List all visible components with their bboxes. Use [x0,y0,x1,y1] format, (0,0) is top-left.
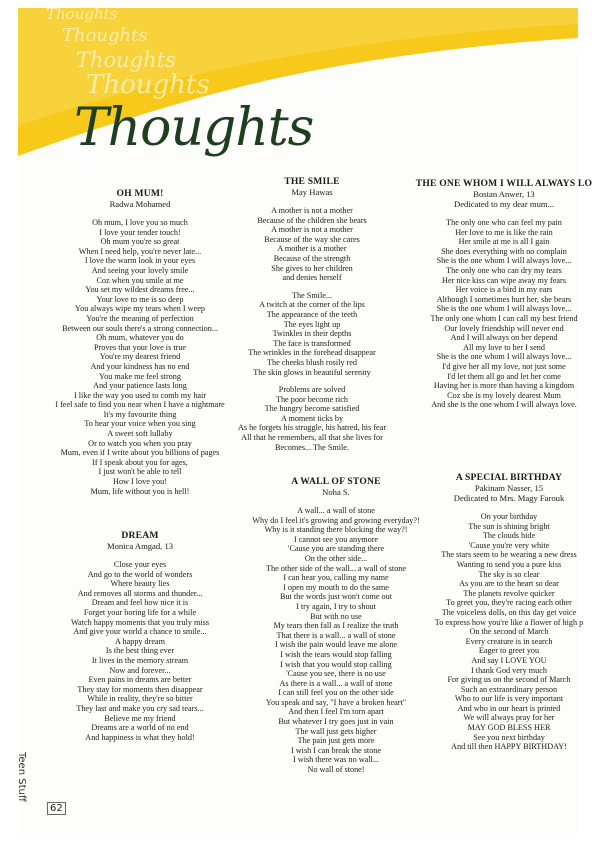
poem-line: While in reality, they're so bitter [87,694,193,704]
poem-line: Eager to greet you [478,646,540,656]
poem-line: And I will always on her depend [450,333,558,343]
poem-line: And your kindness has no end [90,361,190,371]
poem-line: The clouds hide [482,531,536,541]
poem-line: They last and make you cry sad tears... [76,703,204,713]
poem-line: She does everything with no complain [441,246,567,256]
poem-line: Having her is more than having a kingdom [433,381,575,391]
poem-line: And go to the world of wonders [87,569,193,579]
poem-line: The cheeks blush rosily red [266,357,358,367]
poem-line: All that he remembers, all that she lives for [241,433,383,443]
poem-line: And happiness is what they hold! [85,732,195,742]
poem-line: The voiceless dolls, on this day get voice [441,607,577,617]
poem-line: The sun is shining bright [468,521,550,531]
poem-line: I love the warm look in your eyes [84,256,196,266]
poem-line: Why do I feel it's growing and growing everyday?! [252,515,420,525]
poem-line: Because of the strength [273,253,351,263]
poem-line: Proves that your love is true [93,342,187,352]
poem-dedication: Dedicated to Mrs. Magy Farouk [453,493,565,503]
poem-line: Now and forever... [109,665,171,675]
poem-line: Her voice is a bird in my ears [455,285,553,295]
poem-line: It lives in the memory stream [91,655,189,665]
page-number: 62 [47,802,66,815]
poem-line: On the second of March [469,627,549,637]
ghost-title-1: Thoughts [46,5,118,23]
poem-line: And give your world a chance to smile... [73,627,207,637]
poem-line: You're the meaning of perfection [86,313,194,323]
poem-lines [398,218,610,410]
poem-line: Problems are solved [278,385,346,395]
poem-line: I cannot see you anymore [293,534,379,544]
poem-line: I try again, I try to shout [296,601,376,611]
poem-line: I'd give her all my love, not just some [442,361,566,371]
poem-line: I wish the pain would leave me alone [274,640,398,650]
poem-line: I like the way you used to comb my hair [73,390,207,400]
poem-line: Such an extraordinary person [460,684,558,694]
poem-line: Oh mum, I love you so much [92,218,188,227]
poem-line: 'Cause you see, there is no use [286,669,386,679]
poem-line: Her love to me is like the rain [455,227,553,237]
poem-line: Mum, even if I write about you billions of pages [60,448,220,458]
page-title: Thoughts [74,98,314,158]
poem-line: Twinkles in their depths [272,329,352,339]
poem-line: You make me feel strong [99,371,181,381]
poem-title: THE ONE WHOM I WILL ALWAYS LO [415,178,593,189]
poem-line: Her smile at me is all I gain [458,237,550,247]
poem-title: A WALL OF STONE [291,476,381,487]
poem-line: And say I LOVE YOU [471,655,547,665]
poem-title: DREAM [121,530,159,541]
poem-line: I feel safe to find you near when I have a nightmare [55,400,225,410]
poem-line: A happy dream [114,636,166,646]
poem-line: I love your tender touch! [99,227,181,237]
poem-line: I open my mouth to do the same [283,582,389,592]
poem-line: To express how you're like a flower of high p [434,617,584,627]
poem-line: The Smile... [291,290,333,300]
ghost-title-4: Thoughts [86,70,210,100]
poem-author: May Hawas [291,187,333,197]
poem-line: And removes all storms and thunder... [77,588,203,598]
poem-line: But whatever I try goes just in vain [278,717,394,727]
poem-line: I wish there was no wall... [293,755,379,765]
poem-line: Close your eyes [113,560,167,569]
poem-line: My tears then fall as I realize the truth [273,621,399,631]
poem-line: And then I feel I'm torn apart [288,707,384,717]
poem-line: You speak and say, "I have a broken heart" [265,697,407,707]
poem-line: But with no use [310,611,362,621]
poem-line: A twitch at the corner of the lips [259,300,365,310]
poem-line: The face is transformed [273,338,351,348]
poem-line: It's my favourite thing [103,409,177,419]
poem-line: And seeing your lovely smile [91,265,189,275]
poem-title: OH MUM! [116,188,164,199]
poem-line: When I need help, you're never late... [78,246,202,256]
poem-line: The planets revolve quicker [463,588,555,598]
poem-line: You set my wildest dreams free... [85,285,195,295]
poem-line: That there is a wall... a wall of stone [276,630,396,640]
poem-title: THE SMILE [284,176,340,187]
poem-line: Believe me my friend [104,713,176,723]
poem-line: She is the one whom I will always love... [436,304,572,314]
poem-line: I just won't be able to tell [98,467,182,477]
poem-line: And your patience lasts long [93,381,187,391]
poem-line: Who to our life is very important [454,694,564,704]
poem-author: Bostan Anwer, 13 [473,189,535,199]
poem-line: A moment ticks by [280,413,344,423]
poem-line: I wish that you would stop calling [280,659,392,669]
poem-line: The poor become rich [275,394,349,404]
poem-dedication: Dedicated to my dear mum... [454,199,554,209]
poem-title: A SPECIAL BIRTHDAY [455,472,563,483]
poem-line: To greet you, they're racing each other [446,598,572,608]
poem-line: I'd let them all go and let her come [447,371,561,381]
poem-line: Dreams are a world of no end [91,723,189,733]
poem-line: As you are to the heart so dear [459,579,559,589]
poem-line: She is the one whom I will always love... [436,256,572,266]
poem-line: The wall just gets higher [295,726,377,736]
poem-author: Pakinam Nasser, 15 [474,483,544,493]
poem-line: A sweet soft lullaby [107,429,173,439]
poem-line: See you next birthday [473,732,545,742]
poem-line: As there is a wall... a wall of stone [279,678,393,688]
poem-line: I wish I can break the stone [290,745,382,755]
poem-line: and denies herself [282,273,342,283]
poem-line: If I speak about you for ages, [92,457,188,467]
poem-line: She gives to her children [271,263,353,273]
poem-line: They stay for moments then disappear [77,684,203,694]
poem-line: The only one whom I can call my best friend [430,313,578,323]
poem-author: Noha S. [322,487,350,497]
poem-line: I can hear you, calling my name [283,573,389,583]
poem-line: Oh mum you're so great [100,237,180,247]
poem-line: Between our souls there's a strong connection... [62,323,218,333]
poem-line: All my love to her I send [463,342,545,352]
poem-line: The only one who can feel my pain [446,218,562,227]
poem-line: Although I sometimes hurt her, she bears [436,294,572,304]
poem-line: The hungry become satisfied [264,404,360,414]
poem-line: No wall of stone! [307,765,365,775]
poem-line: The only one who can dry my tears [446,265,562,275]
ghost-title-3: Thoughts [76,48,176,72]
poem-line: 'Cause you are standing there [287,544,385,554]
poem-author: Radwa Mohamed [109,199,171,209]
poem-line: Coz she is my lovely dearest Mum [447,390,561,400]
poem-line: You always wipe my tears when I weep [75,304,205,314]
poem-line: Forget your boring life for a while [83,607,197,617]
poem-line: I can still feel you on the other side [278,688,394,698]
poem-line: For giving us on the second of March [447,675,571,685]
poem-line: As he forgets his struggle, his hatred, his fear [237,423,387,433]
poem-line: Is the best thing ever [105,646,175,656]
ghost-title-2: Thoughts [62,25,148,46]
poem-line: The appearance of the teeth [266,309,358,319]
poem-line: Because of the way she cares [264,234,360,244]
poem-author: Monica Amgad, 13 [106,541,174,551]
poem-line: The stars seem to be wearing a new dress [441,550,577,560]
poem-line: The eyes light up [283,319,341,329]
poem-line: Why is it standing there blocking the way?! [264,525,408,535]
magazine-page [16,5,593,834]
poem-line: And who in our heart is printed [457,703,561,713]
poem-line: Wanting to send you a pure kiss [456,559,562,569]
section-label: Teen Stuff [16,752,27,802]
poem-line: Even pains in dreams are better [88,675,192,685]
poem-line: On your birthday [480,512,538,521]
poem-line: A wall... a wall of stone [297,506,375,515]
poem-line: Oh mum, whatever you do [96,333,184,343]
poem-the-one-whom-i-will-always-love [398,178,610,410]
poem-line: Or to watch you when you pray [88,438,192,448]
poem-line: The wrinkles in the forehead disappear [248,348,376,358]
poem-line: MAY GOD BLESS HER [467,723,551,733]
poem-line: Watch happy moments that you truly miss [70,617,210,627]
poem-lines [404,512,614,752]
poem-line: Your love to me is so deep [96,294,184,304]
poem-line: Where beauty lies [110,579,170,589]
poem-line: I thank God very much [471,665,547,675]
poem-line: And till then HAPPY BIRTHDAY! [451,742,567,752]
poem-line: We will always pray for her [463,713,555,723]
poem-line: She is the one whom I will always love... [436,352,572,362]
poem-a-special-birthday [404,472,614,752]
poem-line: Her nice kiss can wipe away my fears [442,275,566,285]
poem-line: Mum, life without you is hell! [90,486,190,496]
poem-line: To hear your voice when you sing [84,419,196,429]
poem-line: Our lovely friendship will never end [444,323,564,333]
poem-line: A mother is not a mother [271,225,353,235]
poem-line: The skin glows in beautiful serenity [253,367,371,377]
poem-line: On the other side... [304,553,368,563]
poem-line: Every creature is in search [465,636,553,646]
poem-line: The sky is so clear [478,569,540,579]
poem-line: Becomes... The Smile. [275,442,349,452]
poem-line: And she is the one whom I will always love. [431,400,577,410]
poem-line: How I love you! [113,477,167,487]
poem-line: A mother is a mother [277,244,347,254]
poem-line: 'Cause you're very white [468,540,550,550]
poem-line: You're my dearest friend [99,352,181,362]
poem-line: A mother is not a mother [271,206,353,215]
poem-line: But the words just won't come out [280,592,392,602]
poem-line: Coz when you smile at me [96,275,184,285]
poem-line: Dream and feel how nice it is [91,598,189,608]
poem-line: I wish the tears would stop falling [280,649,392,659]
poem-line: Because of the children she bears [257,215,367,225]
poem-line: The pain just gets more [297,736,375,746]
poem-line: The other side of the wall... a wall of stone [265,563,407,573]
